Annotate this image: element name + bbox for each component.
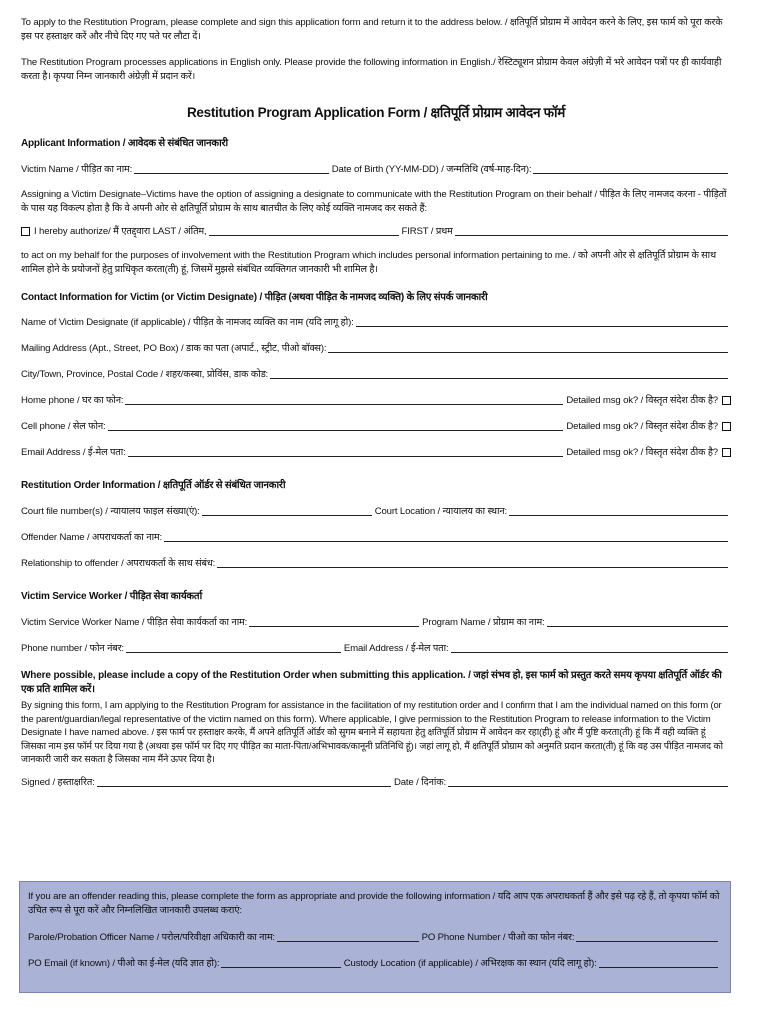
court-file-field[interactable] xyxy=(202,515,372,516)
signature-field[interactable] xyxy=(97,786,391,787)
declaration-text: By signing this form, I am applying to the Restitution Program for assistance in the facilitation of my restitution order and I confirm that I am the individual named on this form (or the parent/guardian/legal representative of the victim named on this form). Where applicable, I give permission to the Restitution Program to release information to the Victim Designate I have named above. / इस फार्म पर हस्ताक्षर करके, मैं अपने क्षतिपूर्ति ऑर्डर को सुगम बनाने में सहायता हेतु क्षतिपूर्ति प्रोग्राम में आवेदन कर रहा(ही) हूं और मैं पुष्टि करता(ती) हूं कि मैं वही व्यक्ति हूं जिसका नाम इस फॉर्म पर दिया गया है (अथवा इस फॉर्म पर दिए गए पीड़ित का माता-पिता/अभिभावक/कानूनी प्रतिनिधि हूं)। जहां लागू हो, मैं क्षतिपूर्ति प्रोग्राम को अनुमति प्रदान करता(ती) हूं कि वह उस पीड़ित नामजद को जानकारी जारी कर सकता है जिसका नाम मैंने ऊपर दिया है। xyxy=(21,699,723,765)
include-order-note: Where possible, please include a copy of the Restitution Order when submitting this application. / जहां संभव हो, इस फार्म को प्रस्तुत करते समय कृपया क्षतिपूर्ति ऑर्डर की एक प्रति शामिल करें। xyxy=(21,670,722,695)
designate-text: Assigning a Victim Designate–Victims have the option of assigning a designate to communicate with the Restitution Program on their behalf / पीड़ित के लिए नामजद करना - पीड़ितों के पास यह विकल्प होता है कि वे अपनी ओर से क्षतिपूर्ति प्रोग्राम के साथ बातचीत के लिए कोई व्यक्ति नामजद कर सकते हैं: xyxy=(21,189,727,214)
offender-intro: If you are an offender reading this, please complete the form as appropriate and provide the following information / यदि आप एक अपराधकर्ता हैं और इसे पढ़ रहे हैं, तो कृपया फॉर्म को उचित रूप से पूरा करें और निम्नलिखित जानकारी उपलब्ध कराएं: xyxy=(28,891,720,916)
offender-name-label: Offender Name / अपराधकर्ता का नाम: xyxy=(21,532,163,543)
court-location-label: Court Location / न्यायालय का स्थान: xyxy=(374,506,508,517)
designate-last-name-field[interactable] xyxy=(209,235,399,236)
custody-field[interactable] xyxy=(599,967,718,968)
dob-label: Date of Birth (YY-MM-DD) / जन्मतिथि (वर्ष-माह-दिन): xyxy=(331,164,532,175)
email-row xyxy=(21,446,731,460)
po-email-label: PO Email (if known) / पीओ का ई-मेल (यदि ज्ञात हो): xyxy=(28,958,220,969)
email-field[interactable] xyxy=(128,456,564,457)
home-phone-row xyxy=(21,394,731,408)
city-label: City/Town, Province, Postal Code / शहर/कस्बा, प्रोविंस, डाक कोड: xyxy=(21,369,269,380)
mailing-row xyxy=(21,342,731,356)
victim-name-label: Victim Name / पीड़ित का नाम: xyxy=(21,164,133,175)
worker-phone-row xyxy=(21,642,731,656)
court-file-label: Court file number(s) / न्यायालय फाइल संख्या(एं): xyxy=(21,506,200,517)
email-msg-ok-checkbox[interactable] xyxy=(722,448,731,457)
email-msg-ok-label: Detailed msg ok? / विस्तृत संदेश ठीक है? xyxy=(566,447,718,458)
behalf-text: to act on my behalf for the purposes of involvement with the Restitution Program which includes personal information pertaining to me. / को अपनी ओर से क्षतिपूर्ति प्रोग्राम के साथ शामिल होने के प्रयोजनों हेतु प्राधिकृत करता(ती) हूं, जिसमें मुझसे संबंधित व्यक्तिगत जानकारी भी शामिल है। xyxy=(21,250,716,275)
parole-officer-row xyxy=(28,931,721,945)
authorize-label: I hereby authorize/ मैं एतद्द्वारा LAST / अंतिम, xyxy=(34,226,207,237)
form-title: Restitution Program Application Form / क्षतिपूर्ति प्रोग्राम आवेदन फॉर्म xyxy=(186,105,566,120)
relationship-row xyxy=(21,557,731,571)
home-msg-ok-label: Detailed msg ok? / विस्तृत संदेश ठीक है? xyxy=(566,395,718,406)
worker-heading: Victim Service Worker / पीड़ित सेवा कार्यकर्ता xyxy=(21,591,202,602)
application-form xyxy=(21,14,731,790)
date-field[interactable] xyxy=(448,786,728,787)
po-email-field[interactable] xyxy=(221,967,340,968)
contact-heading: Contact Information for Victim (or Victim Designate) / पीड़ित (अथवा पीड़ित के नामजद व्यक्ति) के लिए संपर्क जानकारी xyxy=(21,292,488,303)
date-label: Date / दिनांक: xyxy=(393,776,446,788)
cell-msg-ok-checkbox[interactable] xyxy=(722,422,731,431)
intro-paragraph-2: The Restitution Program processes applications in English only. Please provide the following information in English./ रेस्टिट्यूशन प्रोग्राम केवल अंग्रेज़ी में भरे आवेदन पत्रों पर ही कार्यवाही करता है। कृपया निम्न जानकारी अंग्रेज़ी में प्रदान करें। xyxy=(21,57,722,82)
worker-name-label: Victim Service Worker Name / पीड़ित सेवा कार्यकर्ता का नाम: xyxy=(21,617,248,628)
cell-phone-field[interactable] xyxy=(108,430,564,431)
program-name-field[interactable] xyxy=(547,626,728,627)
worker-phone-label: Phone number / फोन नंबर: xyxy=(21,643,124,654)
worker-email-label: Email Address / ई-मेल पता: xyxy=(343,643,449,654)
mailing-field[interactable] xyxy=(328,352,728,353)
custody-label: Custody Location (if applicable) / अभिरक्षक का स्थान (यदि लागू हो): xyxy=(343,958,597,969)
po-phone-label: PO Phone Number / पीओ का फोन नंबर: xyxy=(421,932,575,943)
city-row xyxy=(21,368,731,382)
signature-row xyxy=(21,776,731,790)
offender-name-field[interactable] xyxy=(164,541,728,542)
city-field[interactable] xyxy=(270,378,728,379)
offender-info-box xyxy=(19,881,731,993)
po-phone-field[interactable] xyxy=(576,941,718,942)
worker-phone-field[interactable] xyxy=(126,652,341,653)
cell-phone-row xyxy=(21,420,731,434)
parole-officer-label: Parole/Probation Officer Name / परोल/परिवीक्षा अधिकारी का नाम: xyxy=(28,932,275,943)
applicant-heading: Applicant Information / आवेदक से संबंधित जानकारी xyxy=(21,138,228,149)
first-label: FIRST / प्रथम xyxy=(401,226,453,237)
cell-phone-label: Cell phone / सेल फोन: xyxy=(21,421,106,432)
designate-name-label: Name of Victim Designate (if applicable) / पीड़ित के नामजद व्यक्ति का नाम (यदि लागू हो): xyxy=(21,317,354,328)
signed-label: Signed / हस्ताक्षरित: xyxy=(21,776,95,788)
program-name-label: Program Name / प्रोग्राम का नाम: xyxy=(422,617,545,628)
intro-paragraph-1: To apply to the Restitution Program, please complete and sign this application form and return it to the address below. / क्षतिपूर्ति प्रोग्राम में आवेदन करने के लिए, इस फार्म को पूरा करके इस पर हस्ताक्षर करें और नीचे दिए गए पते पर लौटा दें। xyxy=(21,17,723,42)
designate-first-name-field[interactable] xyxy=(455,235,728,236)
court-file-row xyxy=(21,505,731,519)
authorize-row xyxy=(21,225,731,239)
order-heading: Restitution Order Information / क्षतिपूर्ति ऑर्डर से संबंधित जानकारी xyxy=(21,480,286,491)
parole-officer-field[interactable] xyxy=(277,941,419,942)
court-location-field[interactable] xyxy=(509,515,728,516)
email-label: Email Address / ई-मेल पता: xyxy=(21,447,126,458)
designate-name-row xyxy=(21,316,731,330)
mailing-label: Mailing Address (Apt., Street, PO Box) / डाक का पता (अपार्ट., स्ट्रीट, पीओ बॉक्स): xyxy=(21,343,327,354)
worker-name-row xyxy=(21,616,731,630)
authorize-checkbox[interactable] xyxy=(21,227,30,236)
home-phone-field[interactable] xyxy=(125,404,563,405)
cell-msg-ok-label: Detailed msg ok? / विस्तृत संदेश ठीक है? xyxy=(566,421,718,432)
home-msg-ok-checkbox[interactable] xyxy=(722,396,731,405)
victim-name-field[interactable] xyxy=(134,173,329,174)
offender-name-row xyxy=(21,531,731,545)
dob-field[interactable] xyxy=(533,173,728,174)
po-email-row xyxy=(28,957,721,971)
home-phone-label: Home phone / घर का फोन: xyxy=(21,395,124,406)
designate-name-field[interactable] xyxy=(356,326,728,327)
relationship-field[interactable] xyxy=(217,567,728,568)
victim-name-row xyxy=(21,163,731,177)
worker-name-field[interactable] xyxy=(249,626,419,627)
relationship-label: Relationship to offender / अपराधकर्ता के साथ संबंध: xyxy=(21,558,216,569)
worker-email-field[interactable] xyxy=(451,652,728,653)
